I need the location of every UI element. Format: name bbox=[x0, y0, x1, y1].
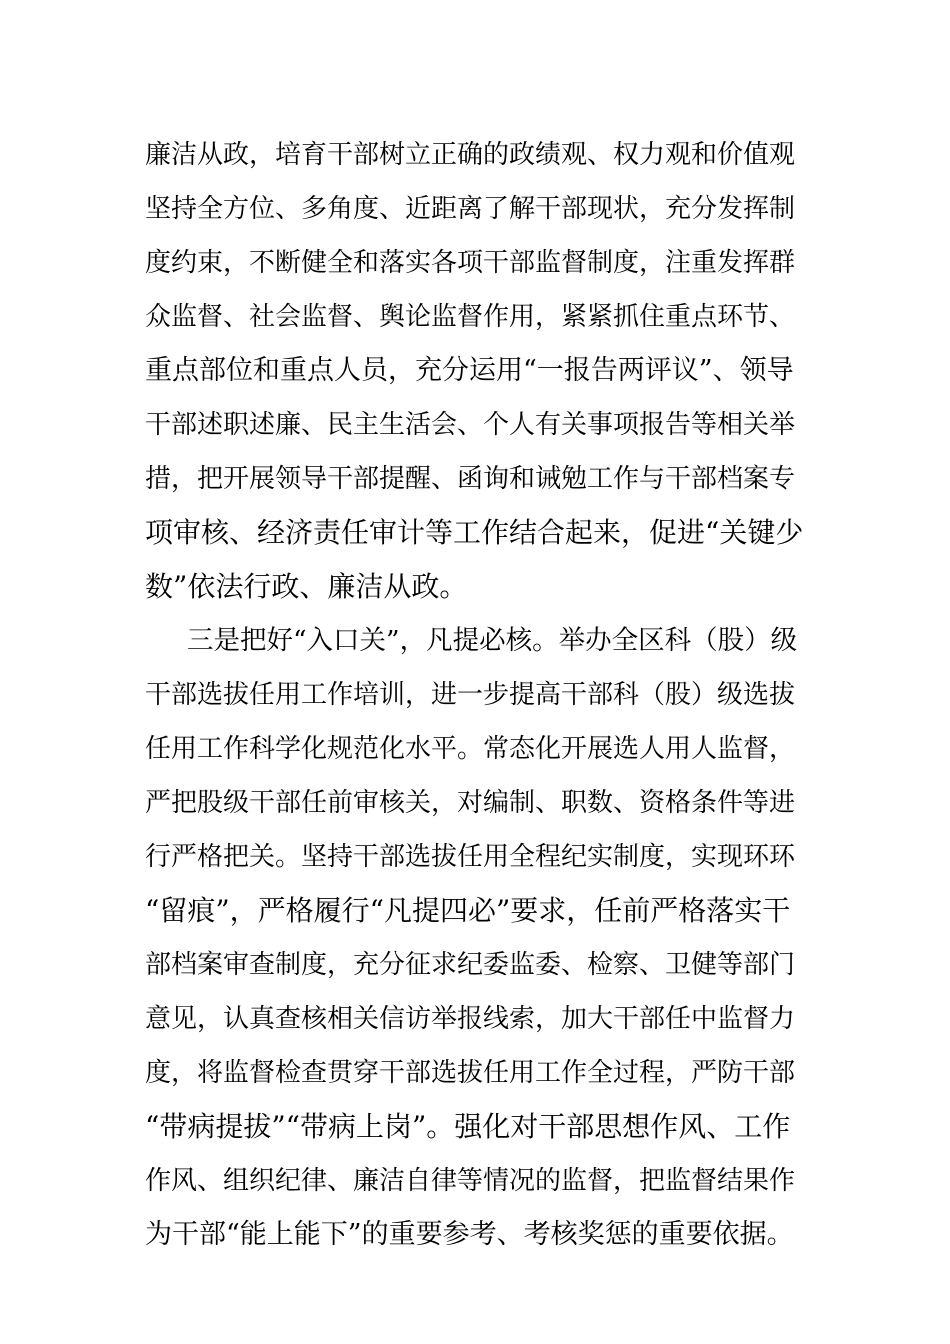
text-line-14: 行严格把关。坚持干部选拔任用全程纪实制度，实现环环 bbox=[145, 842, 796, 872]
text-line-6: 干部述职述廉、民主生活会、个人有关事项报告等相关举 bbox=[145, 410, 796, 440]
text-line-8: 项审核、经济责任审计等工作结合起来，促进“关键少 bbox=[145, 516, 804, 549]
text-line-18: 度，将监督检查贯穿干部选拔任用工作全过程，严防干部 bbox=[145, 1058, 796, 1088]
text-line-4: 众监督、社会监督、舆论监督作用，紧紧抓住重点环节、 bbox=[145, 302, 796, 332]
text-line-21: 为干部“能上能下”的重要参考、考核奖惩的重要依据。 bbox=[145, 1219, 794, 1250]
text-line-7: 措，把开展领导干部提醒、函询和诫勉工作与干部档案专 bbox=[145, 464, 796, 494]
text-line-16: 部档案审查制度，充分征求纪委监委、检察、卫健等部门 bbox=[145, 950, 796, 980]
text-line-2: 坚持全方位、多角度、近距离了解干部现状，充分发挥制 bbox=[145, 194, 796, 224]
text-line-1: 廉洁从政，培育干部树立正确的政绩观、权力观和价值观 bbox=[145, 140, 796, 170]
text-line-5: 重点部位和重点人员，充分运用“一报告两评议”、领导 bbox=[145, 355, 794, 386]
text-line-3: 度约束，不断健全和落实各项干部监督制度，注重发挥群 bbox=[145, 248, 796, 278]
text-line-12: 任用工作科学化规范化水平。常态化开展选人用人监督， bbox=[145, 734, 796, 764]
text-line-13: 严把股级干部任前审核关，对编制、职数、资格条件等进 bbox=[145, 788, 796, 818]
text-line-9: 数”依法行政、廉洁从政。 bbox=[145, 570, 468, 603]
text-line-17: 意见，认真查核相关信访举报线索，加大干部任中监督力 bbox=[145, 1004, 796, 1034]
paragraph-start-line: 三是把好“入口关”，凡提必核。举办全区科（股）级 bbox=[187, 625, 798, 656]
text-line-11: 干部选拔任用工作培训，进一步提高干部科（股）级选拔 bbox=[145, 680, 796, 710]
text-line-19: “带病提拔”“带病上岗”。强化对干部思想作风、工作 bbox=[145, 1110, 791, 1143]
text-line-20: 作风、组织纪律、廉洁自律等情况的监督，把监督结果作 bbox=[145, 1166, 796, 1196]
text-line-15: “留痕”，严格履行“凡提四必”要求，任前严格落实干 bbox=[145, 894, 791, 927]
body-text bbox=[145, 128, 805, 1262]
